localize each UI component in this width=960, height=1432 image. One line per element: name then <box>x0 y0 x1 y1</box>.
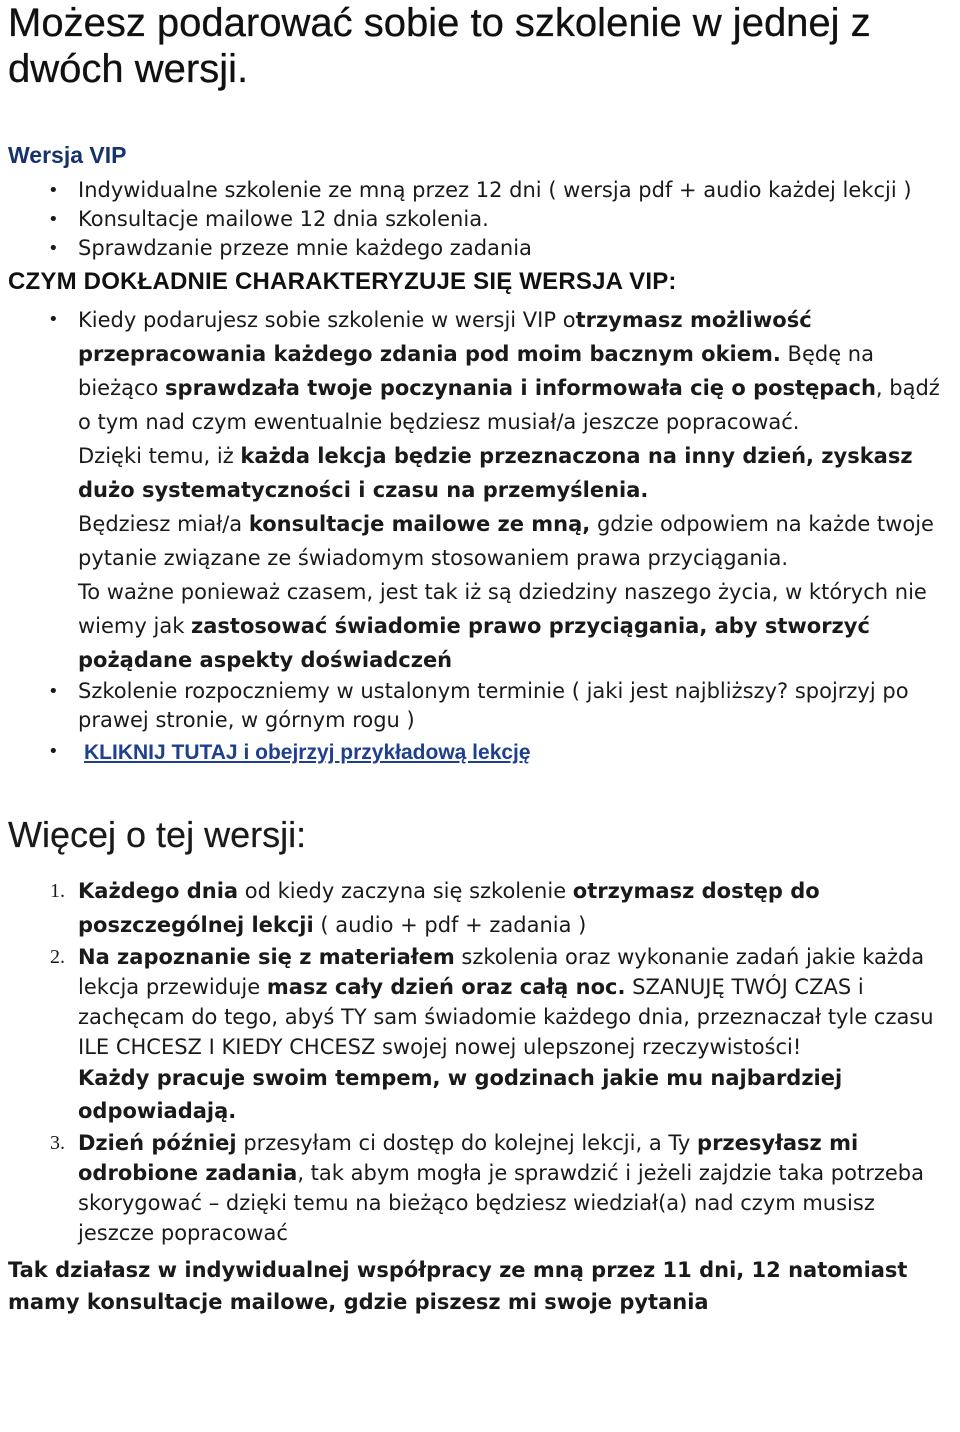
numbered-item-2: 2. Na zapoznanie się z materiałem szkolenia oraz wykonanie zadań jakie każda lekcja przewiduje masz cały dzień oraz całą noc. SZANUJĘ TWÓJ CZAS i zachęcam do tego, abyś TY sam świadomie każdego dnia, przeznaczał tyle czasu ILE CHCESZ I KIEDY CHCESZ swojej nowej ulepszonej rzeczywistości! Każdy pracuje swoim tempem, w godzinach jakie mu najbardziej odpowiadają. <box>8 942 954 1128</box>
detail-paragraph-4: To ważne ponieważ czasem, jest tak iż są dziedziny naszego życia, w których nie wiemy jak zastosować świadomie prawo przyciągania, aby stworzyć pożądane aspekty doświadczeń <box>78 580 927 672</box>
list-item-start: • Szkolenie rozpoczniemy w ustalonym terminie ( jaki jest najbliższy? spojrzyj po prawej stronie, w górnym rogu ) <box>8 677 954 735</box>
detail-paragraph-2: Dzięki temu, iż każda lekcja będzie przeznaczona na inny dzień, zyskasz dużo systematyczności i czasu na przemyślenia. <box>78 444 913 502</box>
page-title: Możesz podarować sobie to szkolenie w jednej z dwóch wersji. <box>8 1 871 91</box>
detail-paragraph-3: Będziesz miał/a konsultacje mailowe ze mną, gdzie odpowiem na każde twoje pytanie związane ze świadomym stosowaniem prawa przyciągania. <box>78 512 934 570</box>
list-item: • Konsultacje mailowe 12 dnia szkolenia. <box>8 205 954 234</box>
list-item-vip-details <box>8 303 954 677</box>
detail-paragraph-1: • Kiedy podarujesz sobie szkolenie w wersji VIP otrzymasz możliwość przepracowania każdego zdania pod moim bacznym okiem. Będę na bieżąco sprawdzała twoje poczynania i informowała cię o postępach, bądź o tym nad czym ewentualnie będziesz musiał/a jeszcze popracować. <box>78 308 940 434</box>
vip-heading: Wersja VIP <box>8 142 127 168</box>
item-number: 2. <box>50 946 65 968</box>
item-number: 3. <box>50 1132 65 1154</box>
more-heading: Więcej o tej wersji: <box>8 814 307 855</box>
numbered-item-3: 3. Dzień później przesyłam ci dostęp do kolejnej lekcji, a Ty przesyłasz mi odrobione zadania, tak abym mogła je sprawdzić i jeżeli zajdzie taka potrzeba skorygować – dzięki temu na bieżąco będziesz wiedział(a) nad czym musisz jeszcze popracować <box>8 1128 954 1248</box>
numbered-item-1: 1. Każdego dnia od kiedy zaczyna się szkolenie otrzymasz dostęp do poszczególnej lekcji ( audio + pdf + zadania ) <box>8 874 954 942</box>
item-2-emphasis: Każdy pracuje swoim tempem, w godzinach jakie mu najbardziej odpowiadają. <box>78 1066 843 1123</box>
list-item: • Indywidualne szkolenie ze mną przez 12 dni ( wersja pdf + audio każdej lekcji ) <box>8 176 954 205</box>
list-item: • Sprawdzanie przeze mnie każdego zadania <box>8 234 954 263</box>
vip-detail-list <box>8 303 954 770</box>
item-number: 1. <box>50 880 65 902</box>
closing-statement: Tak działasz w indywidualnej współpracy ze mną przez 11 dni, 12 natomiast mamy konsultacje mailowe, gdzie piszesz mi swoje pytania <box>8 1258 908 1314</box>
vip-feature-list <box>8 176 954 263</box>
sample-lesson-link[interactable]: KLIKNIJ TUTAJ i obejrzyj przykładową lekcję <box>84 741 531 764</box>
section-heading-vip-characteristics: CZYM DOKŁADNIE CHARAKTERYZUJE SIĘ WERSJA VIP: <box>8 268 677 295</box>
numbered-list <box>8 874 954 1248</box>
list-item-link <box>8 735 954 770</box>
